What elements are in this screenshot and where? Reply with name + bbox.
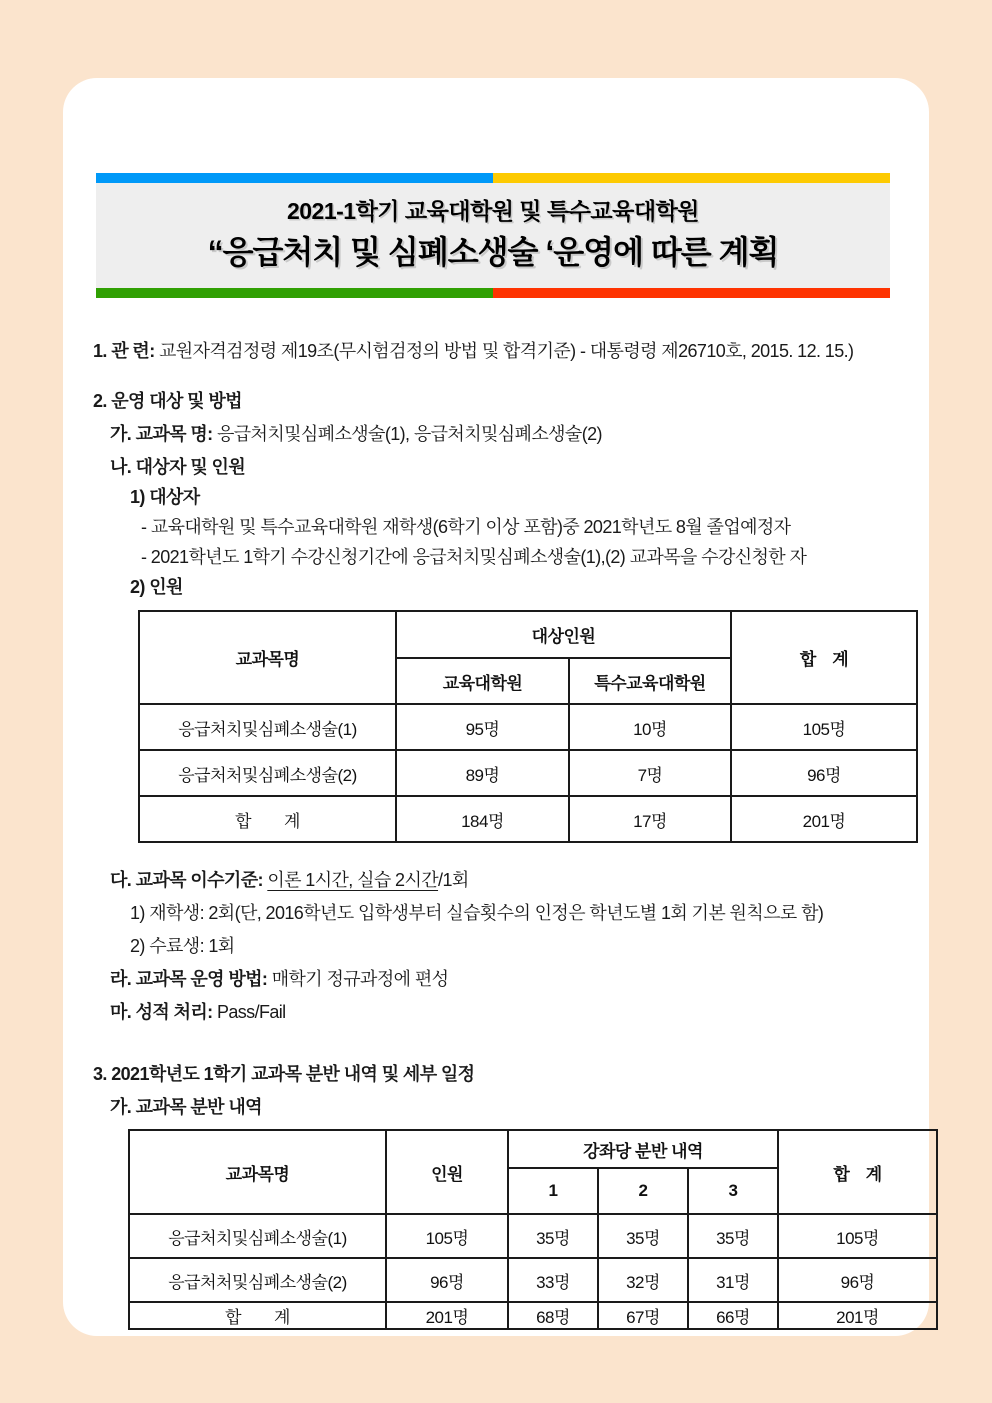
section-1-text: 교원자격검정령 제19조(무시험검정의 방법 및 합격기준) - 대통령령 제26710호, 2015. 12. 15.) <box>159 341 854 361</box>
enrollment-grad-cell: 184명 <box>396 796 569 842</box>
item-da-tail-text: /1회 <box>438 870 469 890</box>
enrollment-grad-cell: 95명 <box>396 704 569 750</box>
allocation-section3-cell: 35명 <box>688 1214 778 1258</box>
allocation-col-section-3: 3 <box>688 1168 778 1214</box>
table-row <box>139 704 917 750</box>
enrollment-table <box>138 610 918 843</box>
enrollment-special-cell: 10명 <box>569 704 731 750</box>
item-ra-label: 라. 교과목 운영 방법: <box>110 969 268 989</box>
allocation-col-section-1: 1 <box>508 1168 598 1214</box>
allocation-table <box>128 1129 938 1330</box>
enrollment-course-cell: 응급처치및심폐소생술(1) <box>139 704 396 750</box>
banner-top-bar <box>96 173 890 183</box>
item-ma-text: Pass/Fail <box>216 1002 286 1022</box>
allocation-section1-cell: 68명 <box>508 1302 598 1329</box>
enrollment-special-cell: 7명 <box>569 750 731 796</box>
allocation-section2-cell: 32명 <box>598 1258 688 1302</box>
item-da-underlined-text: 이론 1시간, 실습 2시간 <box>267 870 439 890</box>
item-ra-text: 매학기 정규과정에 편성 <box>271 969 449 989</box>
allocation-section3-cell: 66명 <box>688 1302 778 1329</box>
enrollment-col-course: 교과목명 <box>139 611 396 704</box>
allocation-total-cell: 201명 <box>778 1302 937 1329</box>
section-1-relation <box>93 338 893 364</box>
allocation-col-total: 합 계 <box>778 1130 937 1214</box>
table-row <box>129 1258 937 1302</box>
item-ra-operation-method <box>110 966 893 992</box>
item-na-1-dash-1: - 교육대학원 및 특수교육대학원 재학생(6학기 이상 포함)중 2021학년도 8월 졸업예정자 <box>141 517 791 537</box>
allocation-section2-cell: 35명 <box>598 1214 688 1258</box>
document-body <box>63 338 929 1330</box>
top-bar-yellow-segment <box>493 173 890 183</box>
section-1-label: 1. 관 련: <box>93 341 155 361</box>
item-ma-grading <box>110 999 893 1025</box>
item-na-heading: 나. 대상자 및 인원 <box>110 457 246 477</box>
item-na-2-heading: 2) 인원 <box>130 577 183 597</box>
enrollment-col-total: 합 계 <box>731 611 917 704</box>
document-card <box>63 78 929 1336</box>
enrollment-total-cell: 105명 <box>731 704 917 750</box>
section-3-heading: 3. 2021학년도 1학기 교과목 분반 내역 및 세부 일정 <box>93 1064 475 1084</box>
item-ga-course-name <box>110 421 893 447</box>
table-row-total <box>139 796 917 842</box>
banner-title-band <box>96 183 890 288</box>
enrollment-total-cell: 201명 <box>731 796 917 842</box>
allocation-col-course: 교과목명 <box>129 1130 386 1214</box>
item-da-label: 다. 교과목 이수기준: <box>110 870 263 890</box>
item-ga-label: 가. 교과목 명: <box>110 424 213 444</box>
allocation-col-count: 인원 <box>386 1130 508 1214</box>
bottom-bar-green-segment <box>96 288 493 298</box>
allocation-count-cell: 105명 <box>386 1214 508 1258</box>
item-na-1-heading: 1) 대상자 <box>130 487 200 507</box>
table-row-total <box>129 1302 937 1329</box>
section-3-ga-heading: 가. 교과목 분반 내역 <box>110 1097 262 1117</box>
top-bar-blue-segment <box>96 173 493 183</box>
item-da-completion-criteria <box>110 867 893 893</box>
item-na-1-dash-2: - 2021학년도 1학기 수강신청기간에 응급처치및심폐소생술(1),(2) 교과목을 수강신청한 자 <box>141 547 807 567</box>
document-subtitle: 2021-1학기 교육대학원 및 특수교육대학원 <box>286 198 700 224</box>
enrollment-col-special-grad-school: 특수교육대학원 <box>569 658 731 704</box>
allocation-total-cell: 105명 <box>778 1214 937 1258</box>
table-row <box>139 750 917 796</box>
bottom-bar-red-segment <box>493 288 890 298</box>
enrollment-col-grad-school: 교육대학원 <box>396 658 569 704</box>
allocation-count-cell: 96명 <box>386 1258 508 1302</box>
allocation-course-cell: 응급처치및심폐소생술(1) <box>129 1214 386 1258</box>
header-banner <box>96 173 890 298</box>
allocation-col-group: 강좌당 분반 내역 <box>508 1130 778 1168</box>
item-da-1-current-students: 1) 재학생: 2회(단, 2016학년도 입학생부터 실습횟수의 인정은 학년도별 1회 기본 원칙으로 함) <box>130 903 824 923</box>
enrollment-total-cell: 96명 <box>731 750 917 796</box>
allocation-total-cell: 96명 <box>778 1258 937 1302</box>
enrollment-special-cell: 17명 <box>569 796 731 842</box>
document-title: “응급처치 및 심폐소생술 ‘운영에 따른 계획 <box>207 234 779 270</box>
table-row <box>129 1214 937 1258</box>
allocation-section2-cell: 67명 <box>598 1302 688 1329</box>
allocation-section3-cell: 31명 <box>688 1258 778 1302</box>
allocation-section1-cell: 33명 <box>508 1258 598 1302</box>
item-ma-label: 마. 성적 처리: <box>110 1002 213 1022</box>
enrollment-grad-cell: 89명 <box>396 750 569 796</box>
allocation-course-cell: 응급처처및심폐소생술(2) <box>129 1258 386 1302</box>
section-2-heading: 2. 운영 대상 및 방법 <box>93 391 242 411</box>
allocation-course-cell: 합 계 <box>129 1302 386 1329</box>
enrollment-course-cell: 응급처처및심폐소생술(2) <box>139 750 396 796</box>
enrollment-course-cell: 합 계 <box>139 796 396 842</box>
allocation-section1-cell: 35명 <box>508 1214 598 1258</box>
item-da-2-completed-students: 2) 수료생: 1회 <box>130 936 235 956</box>
banner-bottom-bar <box>96 288 890 298</box>
enrollment-col-target-group: 대상인원 <box>396 611 731 658</box>
item-ga-text: 응급처치및심폐소생술(1), 응급처치및심폐소생술(2) <box>216 424 602 444</box>
allocation-count-cell: 201명 <box>386 1302 508 1329</box>
allocation-col-section-2: 2 <box>598 1168 688 1214</box>
